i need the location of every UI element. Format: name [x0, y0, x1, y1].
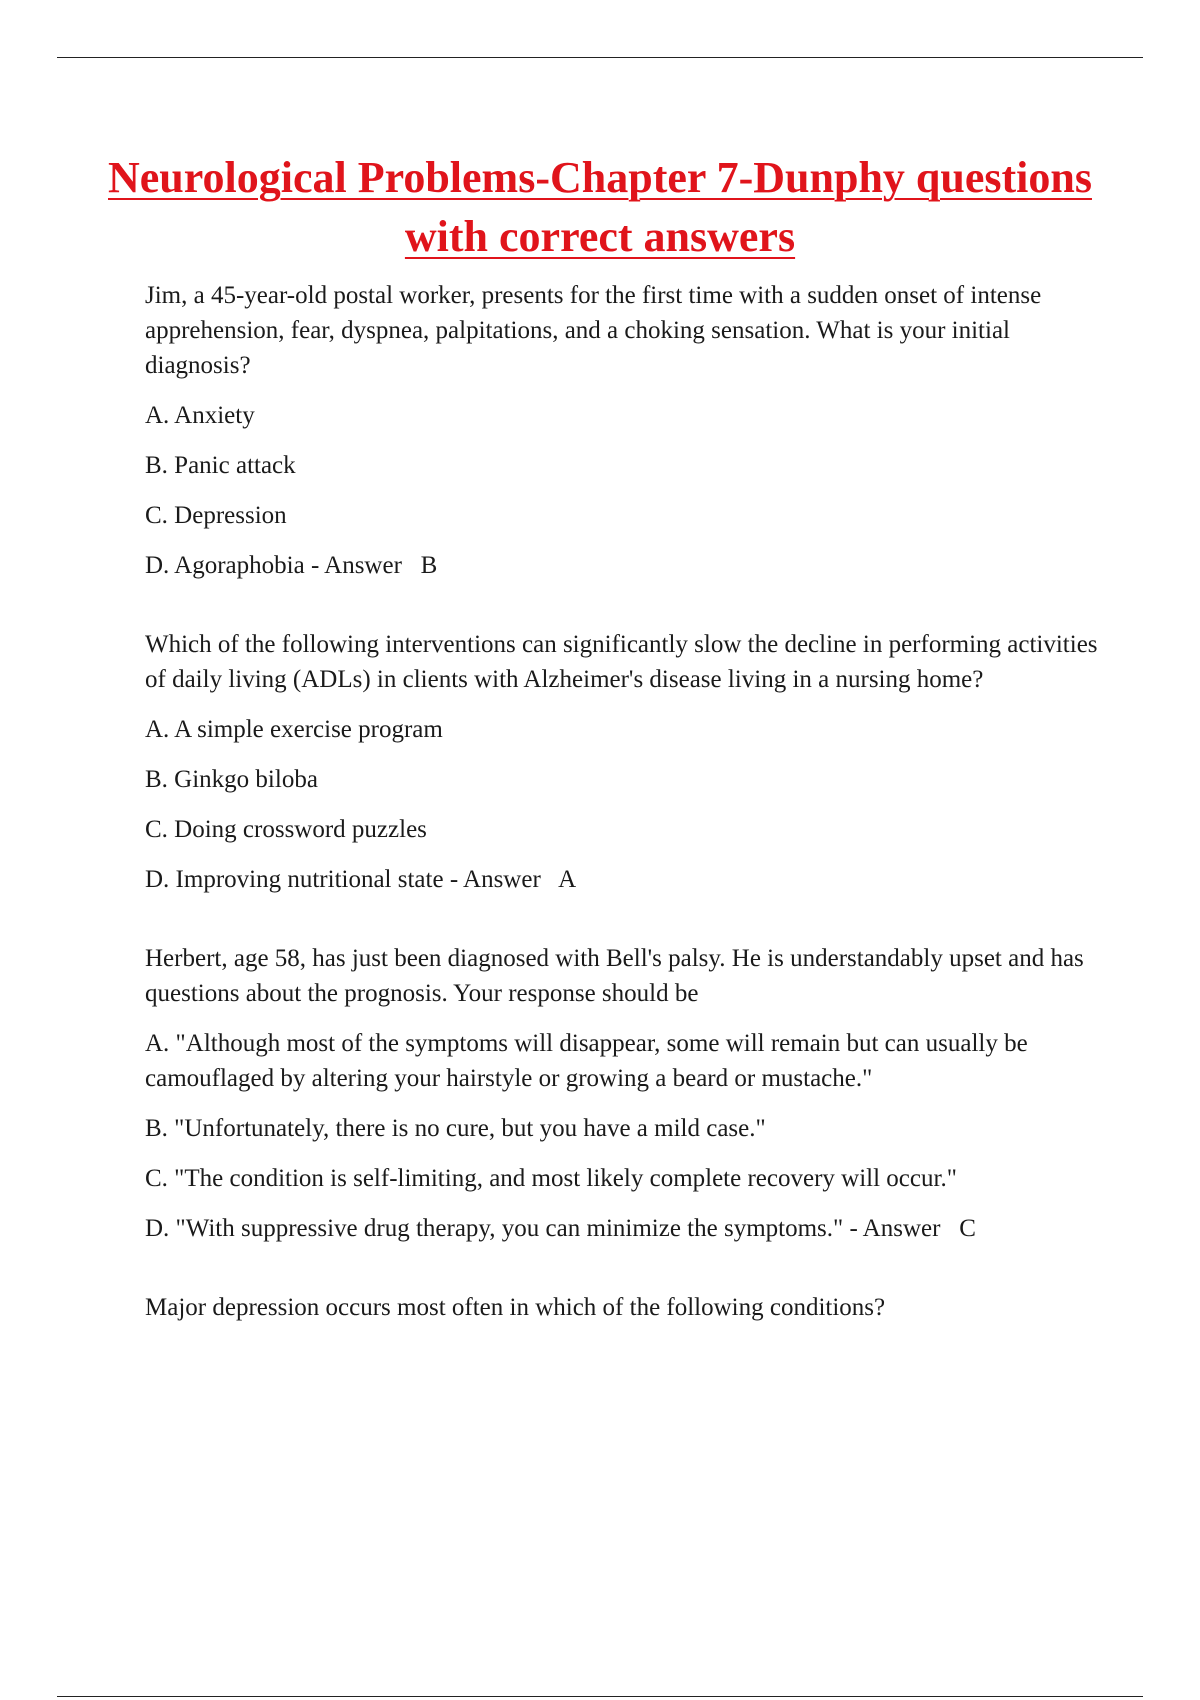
bottom-rule: [57, 1696, 1143, 1697]
option-b: B. "Unfortunately, there is no cure, but you have a mild case.": [145, 1115, 766, 1142]
question-list: [145, 278, 1105, 1340]
answer-letter: B: [420, 552, 438, 579]
option-c: C. "The condition is self-limiting, and most likely complete recovery will occur.": [145, 1165, 957, 1192]
option-c: C. Depression: [145, 502, 287, 529]
answer-label: - Answer: [443, 866, 559, 893]
top-rule: [57, 57, 1143, 58]
question-3: [145, 941, 1105, 1246]
question-stem: Which of the following interventions can significantly slow the decline in performing activities of daily living (ADLs) in clients with Alzheimer's disease living in a nursing home?: [145, 631, 1098, 693]
option-a: A. Anxiety: [145, 402, 255, 429]
option-d: D. Agoraphobia: [145, 552, 305, 579]
answer-letter: A: [558, 866, 577, 893]
question-2: [145, 627, 1105, 897]
question-4: [145, 1290, 1105, 1325]
option-b: B. Ginkgo biloba: [145, 766, 318, 793]
question-stem: Major depression occurs most often in which of the following conditions?: [145, 1294, 886, 1321]
answer-letter: C: [959, 1215, 976, 1242]
option-d-with-answer: [145, 548, 1105, 583]
option-d-with-answer: [145, 1211, 1105, 1246]
option-c: C. Doing crossword puzzles: [145, 816, 427, 843]
answer-label: - Answer: [843, 1215, 960, 1242]
option-d-with-answer: [145, 862, 1105, 897]
option-a: A. "Although most of the symptoms will disappear, some will remain but can usually be camouflaged by altering your hairstyle or growing a beard or mustache.": [145, 1030, 1028, 1092]
question-stem: Herbert, age 58, has just been diagnosed with Bell's palsy. He is understandably upset and has questions about the prognosis. Your response should be: [145, 945, 1084, 1007]
question-1: [145, 278, 1105, 583]
option-d: D. Improving nutritional state: [145, 866, 444, 893]
option-b: B. Panic attack: [145, 452, 296, 479]
question-stem: Jim, a 45-year-old postal worker, presents for the first time with a sudden onset of intense apprehension, fear, dyspnea, palpitations, and a choking sensation. What is your initial diagnosis?: [145, 282, 1042, 379]
answer-label: - Answer: [304, 552, 421, 579]
option-d: D. "With suppressive drug therapy, you can minimize the symptoms.": [145, 1215, 844, 1242]
document-title: Neurological Problems-Chapter 7-Dunphy questions with correct answers: [108, 153, 1092, 261]
option-a: A. A simple exercise program: [145, 716, 443, 743]
